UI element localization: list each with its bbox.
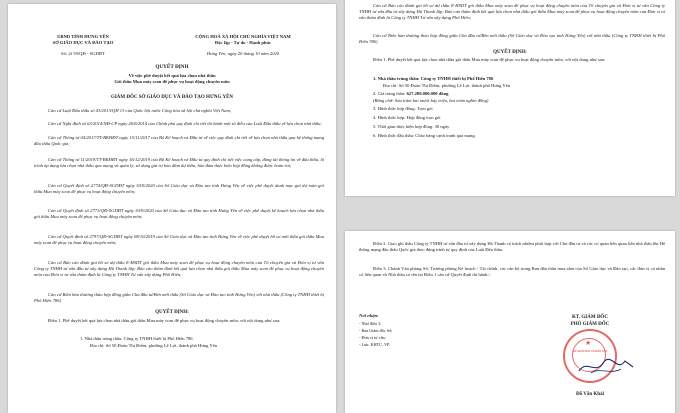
- article-1: Điều 1. Phê duyệt kết quả lựa chọn nhà thầu gói thầu Mua máy scan để phục vụ hoạt động chuyên môn, với nội dung như sau:: [48, 318, 281, 323]
- legal-basis-3: Căn cứ Thông tư 04/2017/TT-BKHĐT ngày 15/11/2017 của Bộ Kế hoạch và Đầu tư về việc quy định chi tiết về lựa chọn nhà thầu qua hệ thống mạng đấu thầu Quốc gia;: [34, 135, 324, 147]
- legal-basis-2: Căn cứ Nghị định số 63/2014/NĐ-CP ngày 26/6/2014 của Chính phủ quy định chi tiết thi hành một số điều của Luật Đấu thầu về lựa chọn nhà thầu;: [48, 121, 322, 126]
- header-right-motto: Độc lập - Tự do - Hạnh phúc: [214, 40, 272, 45]
- recipient-4: - Lưu: KHTC, VP.: [359, 342, 390, 347]
- legal-basis-9: Căn cứ Biên bản thương thảo hợp đồng giữa Chủ đầu tư/Bên mời thầu (Sở Giáo dục và Đào tạo tỉnh Hưng Yên) với nhà thầu (Công ty TNHH thiết bị Phố Hiến 786): [34, 292, 324, 304]
- legal-basis-1: Căn cứ Luật Đấu thầu số 43/2013/QH 13 của Quốc hội nước Cộng hòa xã hội chủ nghĩa Việt Nam;: [48, 108, 232, 113]
- contract-duration: 5. Thời gian thực hiện hợp đồng: 30 ngày: [373, 124, 450, 129]
- selection-method: 6. Hình thức đấu thầu: Chào hàng cạnh tranh qua mạng.: [373, 133, 476, 138]
- winning-price: 2. Giá trúng thầu: 627.200.000.000 đồng: [373, 91, 449, 96]
- contract-form: 4. Hình thức hợp: Hợp đồng trọn gói: [373, 115, 441, 120]
- decides-heading-2: QUYẾT ĐỊNH:: [493, 50, 527, 55]
- legal-basis-4: Căn cứ Thông tư 11/2019/TT-BKHĐT ngày 16/12/2019 của Bộ Kế hoạch và Đầu tư quy định chi tiết việc cung cấp, đăng tải thông tin về đấu thầu, lộ trình áp dụng lựa chọn nhà thầu qua mạng và quản lý, sử dụng giá trị bảo đảm dự thầu, bảo đảm thực hiện hợp đồng không được hoàn trả;: [34, 157, 324, 169]
- recipient-1: - Như điều 3;: [359, 321, 382, 326]
- recipient-2: - Ban Giám đốc Sở;: [359, 328, 393, 333]
- decision-subject-1: Về việc phê duyệt kết quả lựa chọn nhà thầu: [128, 73, 216, 78]
- issuing-authority: GIÁM ĐỐC SỞ GIÁO DỤC VÀ ĐÀO TẠO HƯNG YÊN: [110, 95, 234, 100]
- winning-bidder-p2: 1. Nhà thầu trúng thầu: Công ty TNHH thiết bị Phố Hiến 786: [373, 76, 494, 81]
- contract-type: 3. Hình thức hợp đồng: Trọn gói: [373, 106, 433, 111]
- legal-basis-cont-1: Căn cứ Báo cáo đánh giá hồ sơ dự thầu E-HSDT gói thầu Mua máy scan để phục vụ hoạt động chuyên môn của Tổ chuyên gia và Đơn vị tư vấn Công ty TNHH tư vấn đầu tư xây dựng Hà Thanh lập; Báo cáo thẩm định kết quả lựa chọn nhà thầu gói thầu Mua máy scan để phục vụ hoạt động chuyên môn của Đơn vị tư vấn thẩm định là Công ty TNHH Tư vấn xây dựng Phố Hiến;: [359, 3, 665, 21]
- decision-title: QUYẾT ĐỊNH: [155, 64, 189, 70]
- recipients-title: Nơi nhận:: [359, 313, 379, 318]
- legal-basis-6: Căn cứ Quyết định số 2773/QĐ-SGDĐT ngày 30/9/2020 của Sở Giáo dục và Đào tạo tỉnh Hưng Yên về việc phê duyệt kế hoạch lựa chọn nhà thầu gói thầu Mua máy scan để phục vụ hoạt động chuyên môn;: [34, 208, 324, 220]
- winning-bidder: 1. Nhà thầu trúng thầu: Công ty TNHH thiết bị Phố Hiến 786: [80, 336, 193, 341]
- document-page-1: [8, 4, 336, 413]
- legal-basis-cont-2: Căn cứ Biên bản thương thảo hợp đồng giữa Chủ đầu tư/Bên mời thầu (Sở Giáo dục và Đào tạo tỉnh Hưng Yên) với nhà thầu (Công ty TNHH thiết bị Phố Hiến 786): [359, 33, 665, 45]
- legal-basis-5: Căn cứ Quyết định số 2774/QĐ-SGDĐT ngày 30/9/2020 của Sở Giáo dục và Đào tạo tỉnh Hưng Yên về việc phê duyệt danh mục giá dự toán gói thầu Mua máy scan để phục vụ hoạt động chuyên môn;: [34, 183, 324, 195]
- sign-title-1: KT. GIÁM ĐỐC: [572, 315, 608, 320]
- document-page-2: [345, 0, 675, 196]
- handwritten-signature: [577, 355, 637, 377]
- recipient-3: - Đơn vị tư vấn;: [359, 335, 386, 340]
- article-1-p2: Điều 1. Phê duyệt kết quả lựa chọn nhà thầu gói thầu Mua máy scan để phục vụ hoạt động chuyên môn, với nội dung như sau:: [373, 57, 606, 62]
- place-and-date: Hưng Yên, ngày 20 tháng 10 năm 2020: [206, 51, 280, 56]
- winning-price-words: (Bằng chữ: Sáu trăm hai mươi bảy triệu, hai trăm nghìn đồng): [373, 98, 489, 103]
- official-seal-stamp: ★ SỞ GIÁO DỤC VÀ ĐÀO TẠO: [563, 329, 617, 383]
- header-left-department: SỞ GIÁO DỤC VÀ ĐÀO TẠO: [52, 40, 114, 45]
- legal-basis-7: Căn cứ Quyết định số 2797/QĐ-SGDĐT ngày 08/10/2019 của Sở Giáo dục và Đào tạo tỉnh Hưng Yên về việc phê duyệt hồ sơ mời thầu gói thầu Mua máy scan để phục vụ hoạt động chuyên môn;: [34, 234, 324, 246]
- bidder-address: Địa chỉ: Số 50 Đoàn Thị Điểm, phường Lê Lợi, thành phố Hưng Yên: [90, 343, 218, 348]
- bidder-address-p2: Địa chỉ: Số 50 Đoàn Thị Điểm, phường Lê Lợi, thành phố Hưng Yên: [383, 83, 511, 88]
- header-right-nation: CỘNG HOÀ XÃ HỘI CHỦ NGHĨA VIỆT NAM: [195, 34, 291, 39]
- legal-basis-8: Căn cứ Báo cáo đánh giá hồ sơ dự thầu E-HSDT gói thầu Mua máy scan để phục vụ hoạt động chuyên môn của Tổ chuyên gia và Đơn vị tư vấn Công ty TNHH tư vấn đầu tư xây dựng Hà Thanh lập; Báo cáo thẩm định kết quả lựa chọn nhà thầu gói thầu Mua máy scan để phục vụ hoạt động chuyên môn của Đơn vị tư vấn thẩm định là Công ty TNHH Tư vấn xây dựng Phố Hiến;: [34, 260, 324, 278]
- document-number: Số: 2f 59/QĐ - SGDĐT: [61, 51, 105, 56]
- article-2: Điều 2. Giao ghi thầu Công ty TNHH tư vấn đầu tư xây dựng Hà Thanh có trách nhiệm phối hợp với Chủ đầu tư và các cơ quan liên quan liên nhà thầu lên Hệ thống mạng đấu thầu Quốc gia theo đúng trình tự quy định của Luật Đấu thầu.: [359, 241, 665, 253]
- document-page-3: [345, 231, 675, 413]
- seal-star-icon: ★: [585, 339, 592, 347]
- article-3: Điều 3. Chánh Văn phòng Sở, Trưởng phòng Kế hoạch - Tài chính, các cán bộ trong Ban đấu thầu mua sắm của Sở Giáo dục và Đào tạo, các đơn vị cá nhân có liên quan và Nhà thầu có tên tại Điều 1 căn cứ Quyết định thi hành./.: [359, 266, 665, 278]
- header-left-authority: UBND TỈNH HƯNG YÊN: [57, 34, 109, 39]
- signer-name: Đỗ Văn Khải: [576, 392, 604, 397]
- decision-subject-2: Gói thầu Mua máy scan để phục vụ hoạt động chuyên môn: [114, 79, 230, 84]
- decides-heading: QUYẾT ĐỊNH:: [155, 310, 189, 315]
- sign-title-2: PHÓ GIÁM ĐỐC: [570, 322, 610, 327]
